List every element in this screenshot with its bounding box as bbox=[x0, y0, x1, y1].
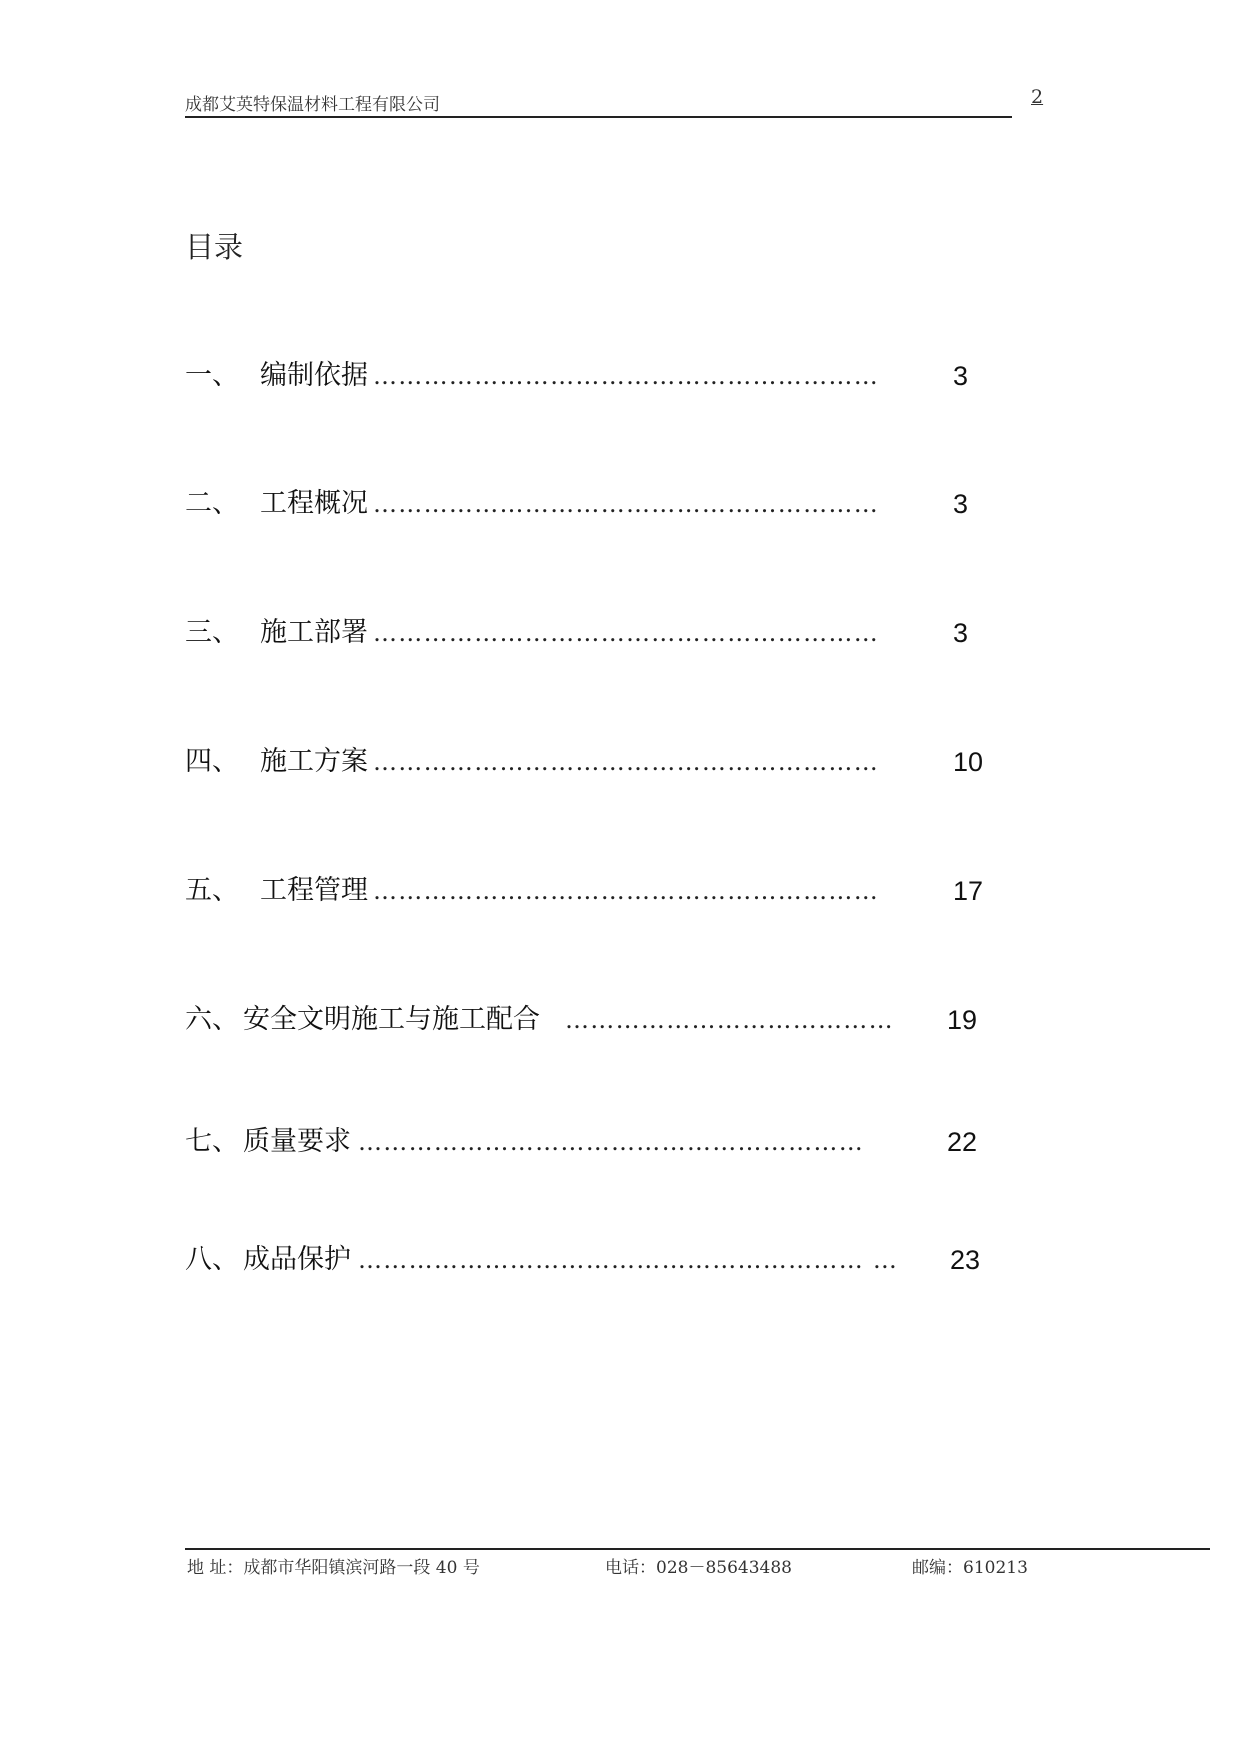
toc-entry-number: 一、 bbox=[185, 360, 239, 391]
toc-entry-number: 七、 bbox=[185, 1126, 239, 1157]
toc-entry-7[interactable] bbox=[185, 1122, 1025, 1162]
toc-entry-label: 质量要求 bbox=[243, 1126, 351, 1157]
toc-leader-dots: …………………………………………………… bbox=[373, 877, 879, 905]
toc-entry-number: 六、 bbox=[185, 1004, 239, 1035]
toc-entry-page: 23 bbox=[950, 1245, 981, 1275]
toc-entry-label: 施工方案 bbox=[260, 746, 368, 777]
toc-entry-number: 五、 bbox=[185, 875, 239, 906]
toc-entry-page: 19 bbox=[947, 1005, 978, 1035]
toc-entry-label: 工程管理 bbox=[260, 875, 368, 906]
page-number: 2 bbox=[1031, 86, 1044, 108]
toc-entry-number: 四、 bbox=[185, 746, 239, 777]
toc-entry-6[interactable] bbox=[185, 1000, 1025, 1040]
toc-title: 目录 bbox=[185, 230, 244, 264]
toc-entry-page: 17 bbox=[953, 876, 984, 906]
toc-entry-8[interactable] bbox=[185, 1240, 1025, 1280]
toc-entry-page: 3 bbox=[953, 361, 969, 391]
footer-rule bbox=[185, 1548, 1210, 1550]
toc-entry-page: 3 bbox=[953, 489, 969, 519]
toc-entry-number: 二、 bbox=[185, 488, 239, 519]
footer-postcode: 邮编：610213 bbox=[912, 1558, 1028, 1578]
toc-entry-page: 3 bbox=[953, 618, 969, 648]
toc-leader-dots: …………………………………………………… bbox=[373, 362, 879, 390]
toc-leader-dots: ………………………………… bbox=[565, 1006, 894, 1034]
toc-leader-dots: …………………………………………………… bbox=[373, 748, 879, 776]
toc-leader-dots: …………………………………………………… bbox=[373, 619, 879, 647]
footer-address: 地 址：成都市华阳镇滨河路一段 40 号 bbox=[187, 1558, 480, 1578]
toc-entry-label: 编制依据 bbox=[260, 360, 368, 391]
toc-entry-page: 10 bbox=[953, 747, 984, 777]
toc-entry-label: 安全文明施工与施工配合 bbox=[243, 1004, 540, 1035]
toc-entry-2[interactable] bbox=[185, 484, 1025, 524]
toc-entry-label: 工程概况 bbox=[260, 488, 368, 519]
toc-leader-dots: …………………………………………………… bbox=[358, 1128, 864, 1156]
toc-entry-number: 三、 bbox=[185, 617, 239, 648]
toc-leader-dots: …………………………………………………… … bbox=[358, 1246, 899, 1274]
toc-entry-4[interactable] bbox=[185, 742, 1025, 782]
toc-entry-label: 施工部署 bbox=[260, 617, 368, 648]
page-header bbox=[185, 86, 1012, 118]
toc-entry-1[interactable] bbox=[185, 356, 1025, 396]
toc-entry-page: 22 bbox=[947, 1127, 978, 1157]
toc-leader-dots: …………………………………………………… bbox=[373, 490, 879, 518]
company-name: 成都艾英特保温材料工程有限公司 bbox=[185, 95, 440, 115]
toc-entry-5[interactable] bbox=[185, 871, 1025, 911]
toc-entry-number: 八、 bbox=[185, 1244, 239, 1275]
footer-phone: 电话：028－85643488 bbox=[605, 1558, 792, 1578]
toc-entry-3[interactable] bbox=[185, 613, 1025, 653]
toc-entry-label: 成品保护 bbox=[243, 1244, 351, 1275]
